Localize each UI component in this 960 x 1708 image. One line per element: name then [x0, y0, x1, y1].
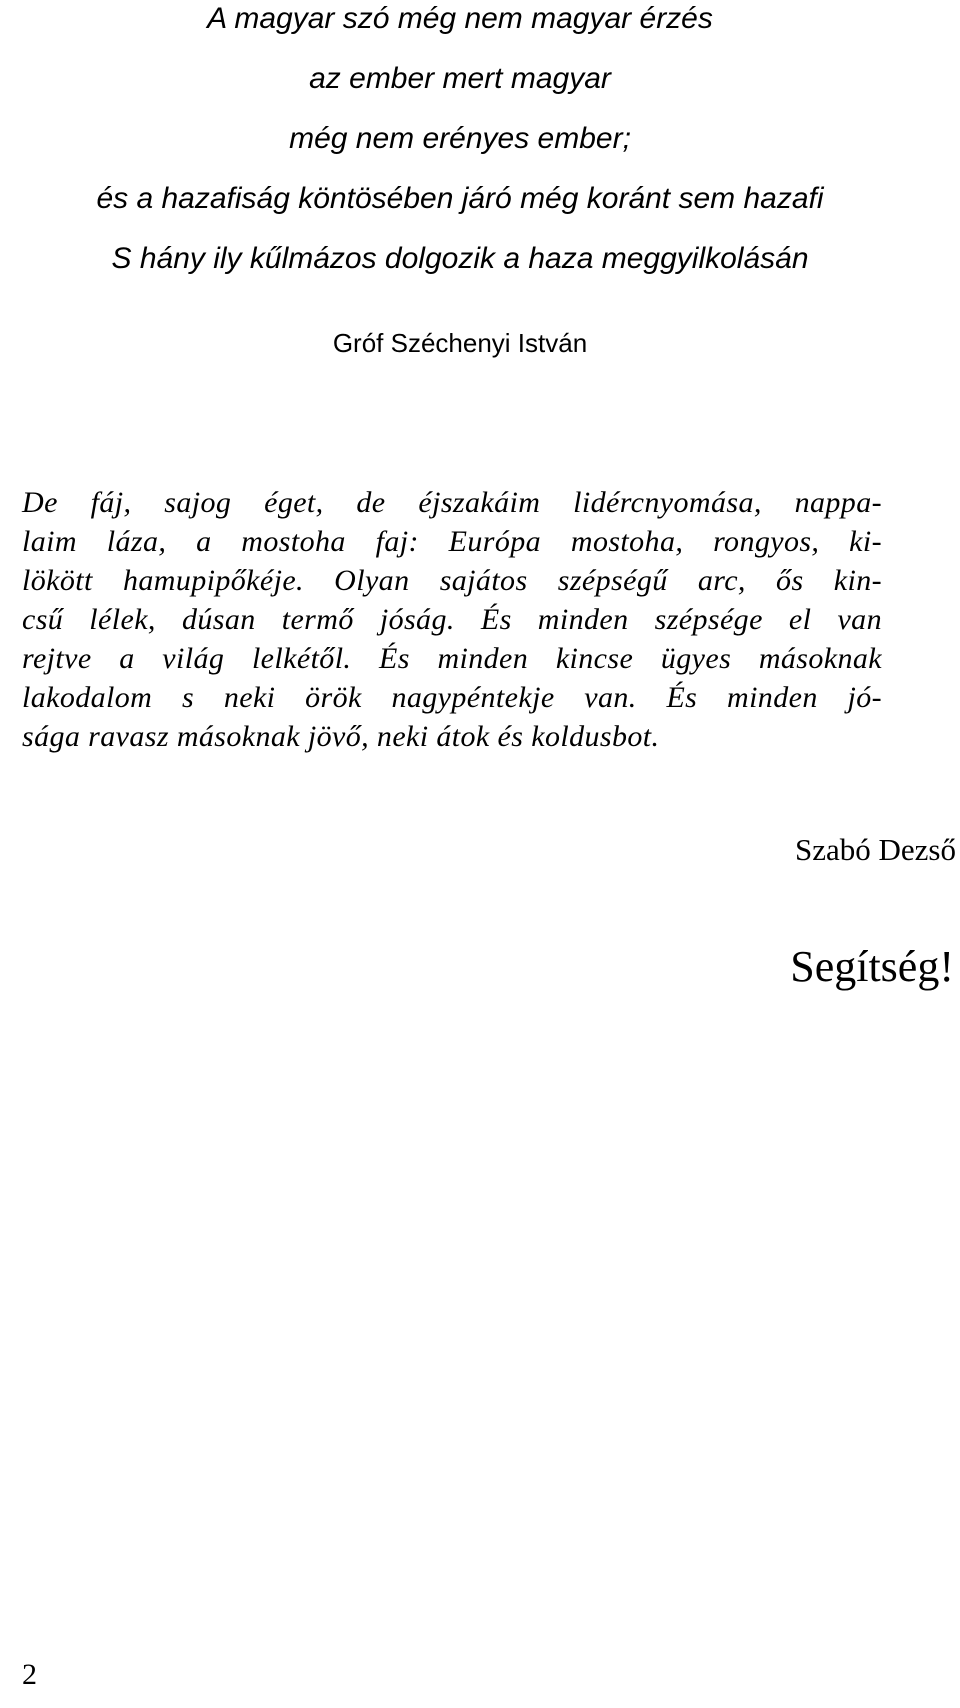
motto-author: Gróf Széchenyi István: [332, 328, 588, 358]
quote-line: De fáj, sajog éget, de éjszakáim lidércnyomása, nappa-: [22, 486, 882, 519]
quote-author: Szabó Dezső: [795, 832, 956, 867]
motto-line: és a hazafiság köntösében járó még koránt sem hazafi: [96, 182, 824, 215]
quote-block: [22, 483, 882, 756]
quote-line: rejtve a világ lelkétől. És minden kincse ügyes másoknak: [22, 642, 882, 675]
motto-line: még nem erényes ember;: [289, 122, 631, 155]
quote-line: lakodalom s neki örök nagypéntekje van. És minden jó-: [22, 681, 882, 714]
motto-line: A magyar szó még nem magyar érzés: [207, 2, 713, 35]
quote-line: sága ravasz másoknak jövő, neki átok és koldusbot.: [22, 720, 660, 753]
quote-line: laim láza, a mostoha faj: Európa mostoha, rongyos, ki-: [22, 525, 882, 558]
section-heading: Segítség!: [790, 942, 954, 991]
motto-line: az ember mert magyar: [309, 62, 611, 95]
motto-line: S hány ily kűlmázos dolgozik a haza meggyilkolásán: [111, 242, 809, 275]
quote-line: csű lélek, dúsan termő jóság. És minden szépsége el van: [22, 603, 882, 636]
page-number: 2: [22, 1658, 37, 1691]
quote-line: lökött hamupipőkéje. Olyan sajátos szépségű arc, ős kin-: [22, 564, 882, 597]
